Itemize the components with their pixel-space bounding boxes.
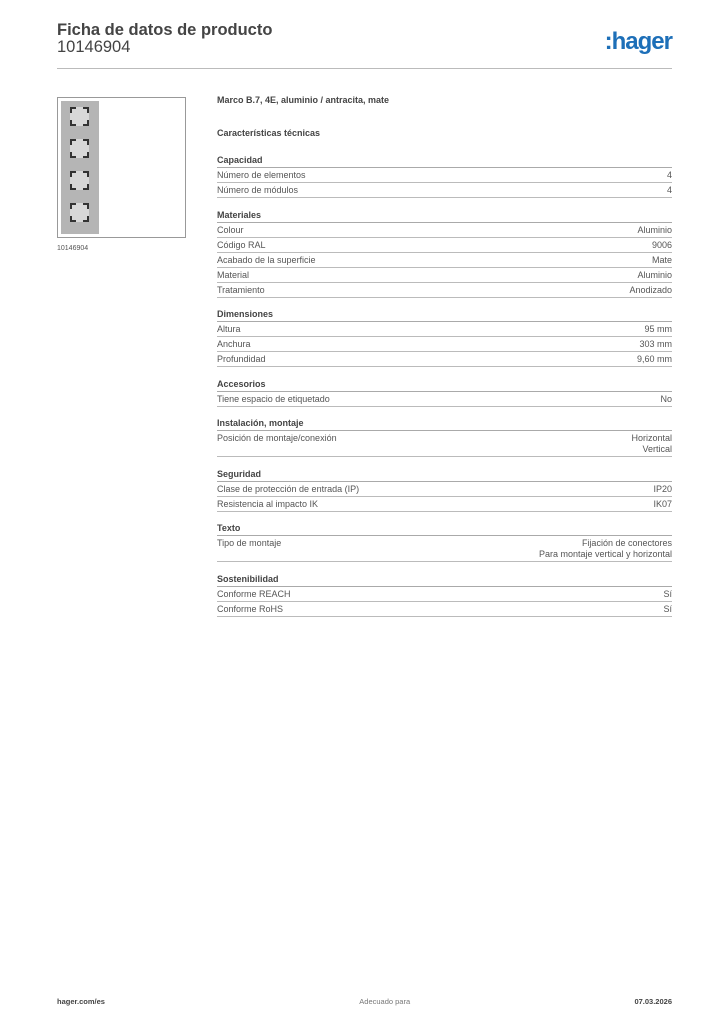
spec-value-line: Para montaje vertical y horizontal bbox=[538, 549, 672, 559]
spec-label: Resistencia al impacto IK bbox=[217, 498, 319, 509]
spec-sections bbox=[217, 153, 672, 617]
spec-value bbox=[663, 604, 672, 615]
spec-section bbox=[217, 153, 672, 198]
frame-slot bbox=[70, 171, 89, 190]
spec-row bbox=[217, 238, 672, 253]
hager-logo: :hager bbox=[604, 28, 672, 55]
spec-value-line: Aluminio bbox=[637, 269, 672, 280]
section-title: Seguridad bbox=[217, 467, 672, 482]
frame-slot bbox=[70, 139, 89, 158]
spec-value bbox=[639, 339, 672, 350]
spec-row bbox=[217, 431, 672, 457]
product-image bbox=[57, 97, 186, 238]
spec-value bbox=[667, 170, 672, 181]
frame-slot bbox=[70, 203, 89, 222]
spec-row bbox=[217, 183, 672, 198]
frame-picture bbox=[61, 101, 99, 234]
section-title: Texto bbox=[217, 521, 672, 536]
spec-row bbox=[217, 352, 672, 367]
spec-row bbox=[217, 337, 672, 352]
spec-label: Anchura bbox=[217, 339, 251, 349]
spec-row bbox=[217, 168, 672, 183]
spec-value bbox=[637, 354, 672, 365]
spec-value bbox=[644, 324, 672, 335]
spec-value-line: Aluminio bbox=[637, 224, 672, 235]
spec-value-line: IK07 bbox=[653, 498, 672, 509]
spec-label: Tratamiento bbox=[217, 284, 265, 295]
product-code: 10146904 bbox=[57, 38, 131, 56]
spec-row bbox=[217, 268, 672, 283]
spec-value bbox=[652, 255, 672, 266]
footer-middle: Adecuado para bbox=[359, 997, 411, 1006]
spec-section bbox=[217, 416, 672, 457]
spec-section bbox=[217, 467, 672, 512]
spec-value-line: Mate bbox=[651, 254, 672, 265]
spec-label: Profundidad bbox=[217, 354, 266, 364]
spec-label: Tipo de montaje bbox=[217, 538, 282, 548]
section-title: Capacidad bbox=[217, 153, 672, 168]
section-title: Dimensiones bbox=[217, 307, 672, 322]
spec-value bbox=[663, 589, 672, 600]
spec-value-line: Vertical bbox=[642, 444, 672, 454]
spec-value-line: 303 mm bbox=[639, 339, 672, 349]
frame-slot bbox=[70, 107, 89, 126]
spec-label: Posición de montaje/conexión bbox=[217, 433, 337, 443]
section-title: Instalación, montaje bbox=[217, 416, 672, 431]
spec-value bbox=[660, 394, 672, 405]
spec-value-line: Horizontal bbox=[631, 433, 672, 443]
spec-section bbox=[217, 208, 672, 298]
spec-value-line: Fijación de conectores bbox=[581, 538, 672, 548]
spec-value bbox=[667, 185, 672, 196]
spec-value-line: 4 bbox=[666, 170, 672, 180]
spec-row bbox=[217, 602, 672, 617]
spec-row bbox=[217, 322, 672, 337]
spec-value-line: 4 bbox=[666, 185, 672, 195]
spec-label: Conforme REACH bbox=[217, 588, 291, 599]
spec-row bbox=[217, 223, 672, 238]
spec-section bbox=[217, 572, 672, 617]
section-title: Accesorios bbox=[217, 377, 672, 392]
page-title: Ficha de datos de producto bbox=[57, 21, 273, 39]
spec-value-line: 9,60 mm bbox=[636, 354, 672, 364]
spec-section bbox=[217, 521, 672, 562]
spec-value bbox=[629, 285, 672, 296]
header-divider bbox=[57, 68, 672, 69]
spec-subtitle: Características técnicas bbox=[217, 128, 321, 138]
spec-label: Tiene espacio de etiquetado bbox=[217, 393, 330, 404]
spec-row bbox=[217, 497, 672, 512]
section-title: Sostenibilidad bbox=[217, 572, 672, 587]
spec-label: Número de módulos bbox=[217, 185, 299, 195]
spec-label: Acabado de la superficie bbox=[217, 254, 316, 265]
spec-value-line: 95 mm bbox=[644, 324, 672, 334]
spec-value bbox=[653, 499, 672, 510]
spec-value-line: Sí bbox=[663, 603, 672, 614]
spec-value bbox=[631, 433, 672, 455]
spec-label: Altura bbox=[217, 324, 241, 334]
spec-value-line: No bbox=[660, 393, 672, 404]
spec-value bbox=[652, 240, 672, 251]
spec-row bbox=[217, 283, 672, 298]
footer bbox=[57, 997, 672, 1006]
spec-value bbox=[653, 484, 672, 495]
spec-row bbox=[217, 392, 672, 407]
spec-section bbox=[217, 307, 672, 367]
spec-row bbox=[217, 482, 672, 497]
spec-value bbox=[539, 538, 672, 560]
spec-value bbox=[637, 225, 672, 236]
spec-label: Número de elementos bbox=[217, 170, 306, 180]
spec-row bbox=[217, 587, 672, 602]
spec-label: Colour bbox=[217, 224, 244, 235]
spec-row bbox=[217, 536, 672, 562]
product-name: Marco B.7, 4E, aluminio / antracita, mate bbox=[217, 95, 390, 105]
footer-date: 07.03.2026 bbox=[634, 997, 672, 1006]
spec-label: Conforme RoHS bbox=[217, 603, 284, 614]
spec-value-line: Anodizado bbox=[629, 284, 672, 295]
footer-website[interactable]: hager.com/es bbox=[57, 997, 105, 1006]
spec-value-line: IP20 bbox=[653, 483, 672, 494]
spec-value-line: 9006 bbox=[651, 239, 672, 250]
spec-value bbox=[637, 270, 672, 281]
spec-content bbox=[217, 95, 672, 626]
spec-row bbox=[217, 253, 672, 268]
spec-section bbox=[217, 377, 672, 407]
spec-value-line: Sí bbox=[663, 588, 672, 599]
image-caption: 10146904 bbox=[57, 245, 89, 252]
spec-label: Material bbox=[217, 269, 250, 280]
section-title: Materiales bbox=[217, 208, 672, 223]
spec-label: Clase de protección de entrada (IP) bbox=[217, 483, 360, 494]
spec-label: Código RAL bbox=[217, 239, 266, 250]
